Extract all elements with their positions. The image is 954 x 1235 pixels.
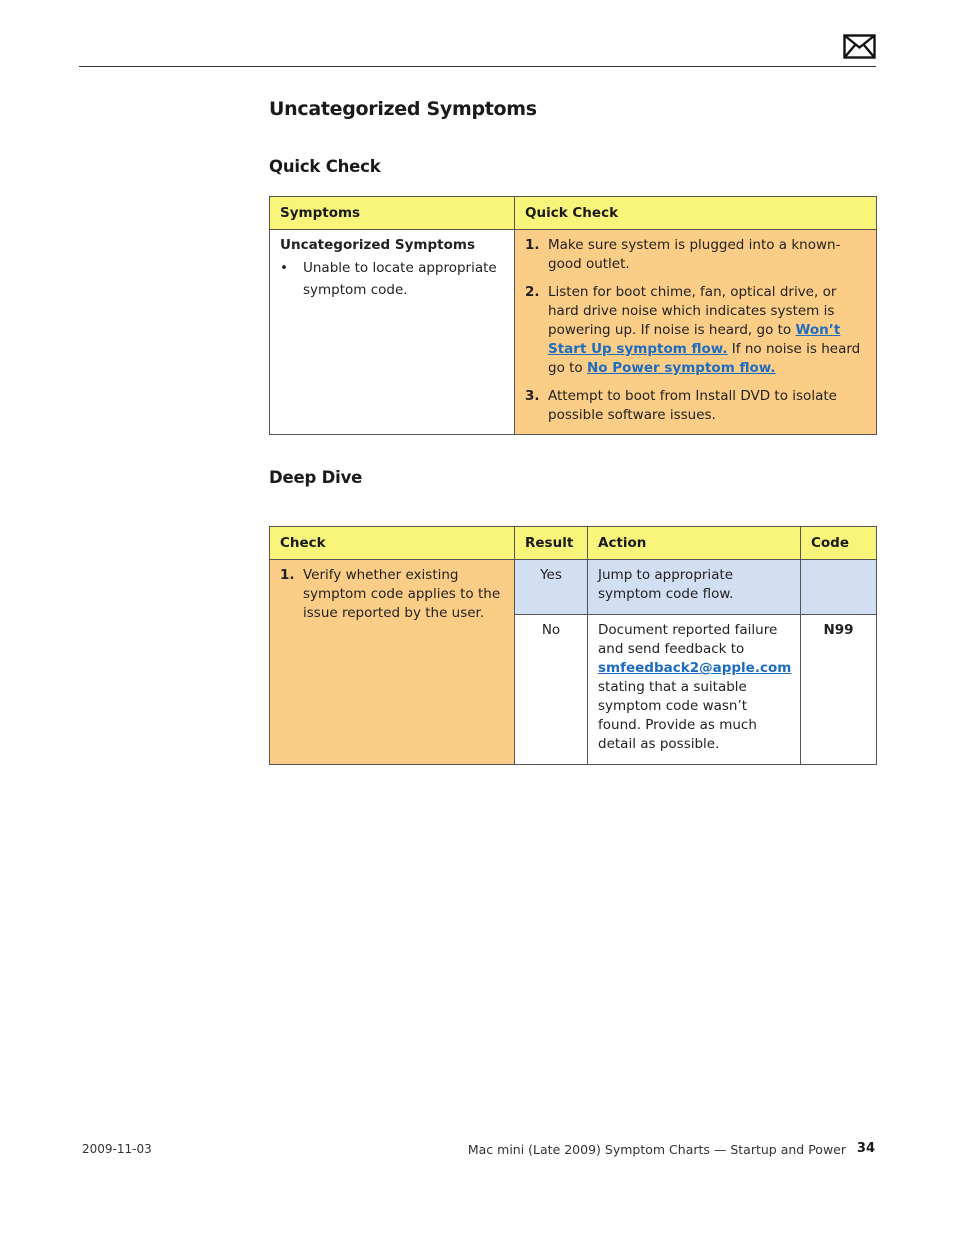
deep-dive-heading: Deep Dive (269, 468, 363, 487)
mail-envelope-icon[interactable] (843, 34, 876, 59)
result-cell: No (515, 615, 588, 765)
check-number: 1. (280, 567, 295, 583)
deep-dive-table (269, 526, 877, 765)
footer-date: 2009-11-03 (82, 1142, 152, 1156)
code-cell (801, 560, 877, 615)
step-item (525, 387, 866, 425)
step-item (525, 283, 866, 378)
step-text-part: Listen for boot chime, fan, optical drive, or hard drive noise which indicates system is powering up. If noise is heard, go to (548, 284, 837, 338)
deep-dive-header-row (270, 527, 877, 560)
symptoms-cell (270, 230, 515, 435)
step-text-part: If no noise is heard go to (548, 341, 861, 376)
symptom-list-item (280, 257, 504, 301)
deep-dive-row (270, 560, 877, 615)
header-rule (79, 66, 876, 67)
quick-check-heading: Quick Check (269, 157, 381, 176)
col-header-action: Action (588, 527, 801, 560)
col-header-check: Check (270, 527, 515, 560)
col-header-symptoms: Symptoms (270, 197, 515, 230)
step-text: Make sure system is plugged into a known-good outlet. (548, 237, 841, 272)
feedback-email-link[interactable]: smfeedback2@apple.com (598, 660, 792, 676)
quick-check-steps (525, 236, 866, 425)
page-title: Uncategorized Symptoms (269, 98, 537, 120)
footer-doc-title: Mac mini (Late 2009) Symptom Charts — Startup and Power (467, 1142, 846, 1157)
check-item (280, 566, 504, 623)
col-header-result: Result (515, 527, 588, 560)
quick-check-table (269, 196, 877, 435)
step-number: 2. (525, 284, 540, 300)
footer-page-number: 34 (856, 1141, 875, 1156)
quick-check-row (270, 230, 877, 435)
step-number: 1. (525, 237, 540, 253)
check-cell (270, 560, 515, 765)
symptom-item-text: Unable to locate appropriate symptom code. (303, 260, 497, 298)
check-text: Verify whether existing symptom code applies to the issue reported by the user. (303, 567, 501, 621)
step-number: 3. (525, 388, 540, 404)
step-text: Attempt to boot from Install DVD to isolate possible software issues. (548, 388, 837, 423)
step-item (525, 236, 866, 274)
symptom-title: Uncategorized Symptoms (280, 237, 475, 253)
quick-check-header-row (270, 197, 877, 230)
action-cell: Jump to appropriate symptom code flow. (588, 560, 801, 615)
action-cell (588, 615, 801, 765)
no-power-link[interactable]: No Power symptom flow. (586, 360, 776, 376)
quick-check-steps-cell (515, 230, 877, 435)
action-text-part: stating that a suitable symptom code wasn’t found. Provide as much detail as possible. (598, 679, 757, 752)
wont-start-up-link[interactable]: Won’t Start Up symptom flow. (548, 322, 841, 357)
step-text (548, 283, 866, 378)
col-header-quick-check: Quick Check (515, 197, 877, 230)
action-text-part: Document reported failure and send feedback to (598, 622, 778, 657)
code-cell: N99 (801, 615, 877, 765)
result-cell: Yes (515, 560, 588, 615)
bullet-icon: • (280, 260, 288, 276)
col-header-code: Code (801, 527, 877, 560)
